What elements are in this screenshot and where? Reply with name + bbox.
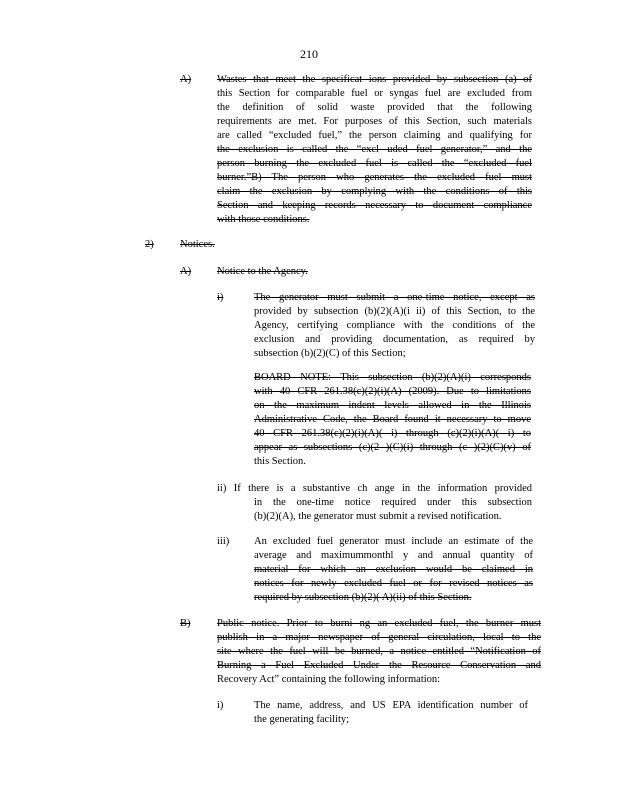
text-line: the exclusion is called the “excl uded fuel generator,” and the	[217, 144, 532, 155]
item-i-text	[254, 291, 535, 361]
section-a-text	[217, 73, 532, 227]
item-iii-text	[254, 535, 533, 605]
text-line: are called “excluded fuel,” the person claiming and qualifying for	[217, 130, 532, 141]
text-line: Recovery Act” containing the following information:	[217, 674, 441, 685]
text-line: exclusion and providing documentation, as required by	[254, 334, 535, 345]
text-line: Agency, certifying compliance with the conditions of the	[254, 320, 535, 331]
text-line: BOARD NOTE: This subsection (b)(2)(A)(i) corresponds	[254, 372, 531, 383]
text-line: the generating facility;	[254, 714, 350, 725]
text-line: on the maximum indent levels allowed in the Illinois	[254, 400, 531, 411]
section-b-label: B)	[180, 618, 191, 629]
text-line: The generator must submit a one-time notice, except as	[254, 292, 535, 303]
text-line: appear as subsections (c)(2 )(C)(i) through (c )(2)(C)(v) of	[254, 442, 531, 453]
text-line: The name, address, and US EPA identification number of	[254, 700, 528, 711]
text-line: 40 CFR 261.38(c)(2)(i)(A)( i) through (c)(2)(i)(A)( i) to	[254, 428, 531, 439]
section-a-label: A)	[180, 74, 192, 85]
text-line: burner.”B) The person who generates the excluded fuel must	[217, 172, 532, 183]
text-line: average and maximummonthl y and annual quantity of	[254, 550, 533, 561]
text-line: claim the exclusion by complying with the conditions of this	[217, 186, 532, 197]
section-b-text	[217, 617, 541, 687]
text-line: this Section for comparable fuel or syngas fuel are excluded from	[217, 88, 532, 99]
text-line: publish in a major newspaper of general circulation, local to the	[217, 632, 541, 643]
text-line: Public notice. Prior to burni ng an excluded fuel, the burner must	[217, 618, 541, 629]
text-line: the definition of solid waste provided that the following	[217, 102, 532, 113]
text-line: provided by subsection (b)(2)(A)(i ii) of this Section, to the	[254, 306, 535, 317]
page-number: 210	[300, 47, 318, 61]
text-line: Administrative Code, the Board found it necessary to move	[254, 414, 531, 425]
board-note	[254, 371, 531, 469]
text-line: subsection (b)(2)(C) of this Section;	[254, 348, 406, 359]
section-2-title: Notices.	[180, 239, 215, 250]
item-ii-line-1	[217, 482, 532, 496]
section-2a-title: Notice to the Agency.	[217, 266, 308, 277]
item-b-i-label: i)	[217, 700, 224, 711]
text-line: with 40 CFR 261.38(c)(2)(i)(A) (2009). Due to limitations	[254, 386, 531, 397]
text-line: Section and keeping records necessary to document compliance	[217, 200, 532, 211]
text-line: material for which an exclusion would be claimed in	[254, 564, 533, 575]
text-line: ii) If there is a substantive ch ange in the information provided	[217, 483, 532, 494]
text-line: (b)(2)(A), the generator must submit a revised notification.	[254, 511, 502, 522]
text-line: Burning a Fuel Excluded Under the Resource Conservation and	[217, 660, 541, 671]
item-ii-text	[254, 496, 532, 524]
section-2-label: 2)	[145, 239, 154, 250]
text-line: required by subsection (b)(2)( A)(ii) of this Section.	[254, 592, 472, 603]
section-2a-label: A)	[180, 266, 192, 277]
text-line: Wastes that meet the specificat ions provided by subsection (a) of	[217, 74, 532, 85]
text-line: notices for newly excluded fuel or for revised notices as	[254, 578, 533, 589]
text-line: in the one-time notice required under this subsection	[254, 497, 532, 508]
text-line: requirements are met. For purposes of this Section, such materials	[217, 116, 532, 127]
text-line: this Section.	[254, 456, 306, 467]
text-line: An excluded fuel generator must include an estimate of the	[254, 536, 533, 547]
text-line: person burning the excluded fuel is called the “excluded fuel	[217, 158, 532, 169]
item-i-label: i)	[217, 292, 224, 303]
text-line: site where the fuel will be burned, a notice entitled “Notification of	[217, 646, 541, 657]
item-iii-label: iii)	[217, 536, 230, 547]
item-b-i-text	[254, 699, 528, 727]
text-line: with those conditions.	[217, 214, 310, 225]
